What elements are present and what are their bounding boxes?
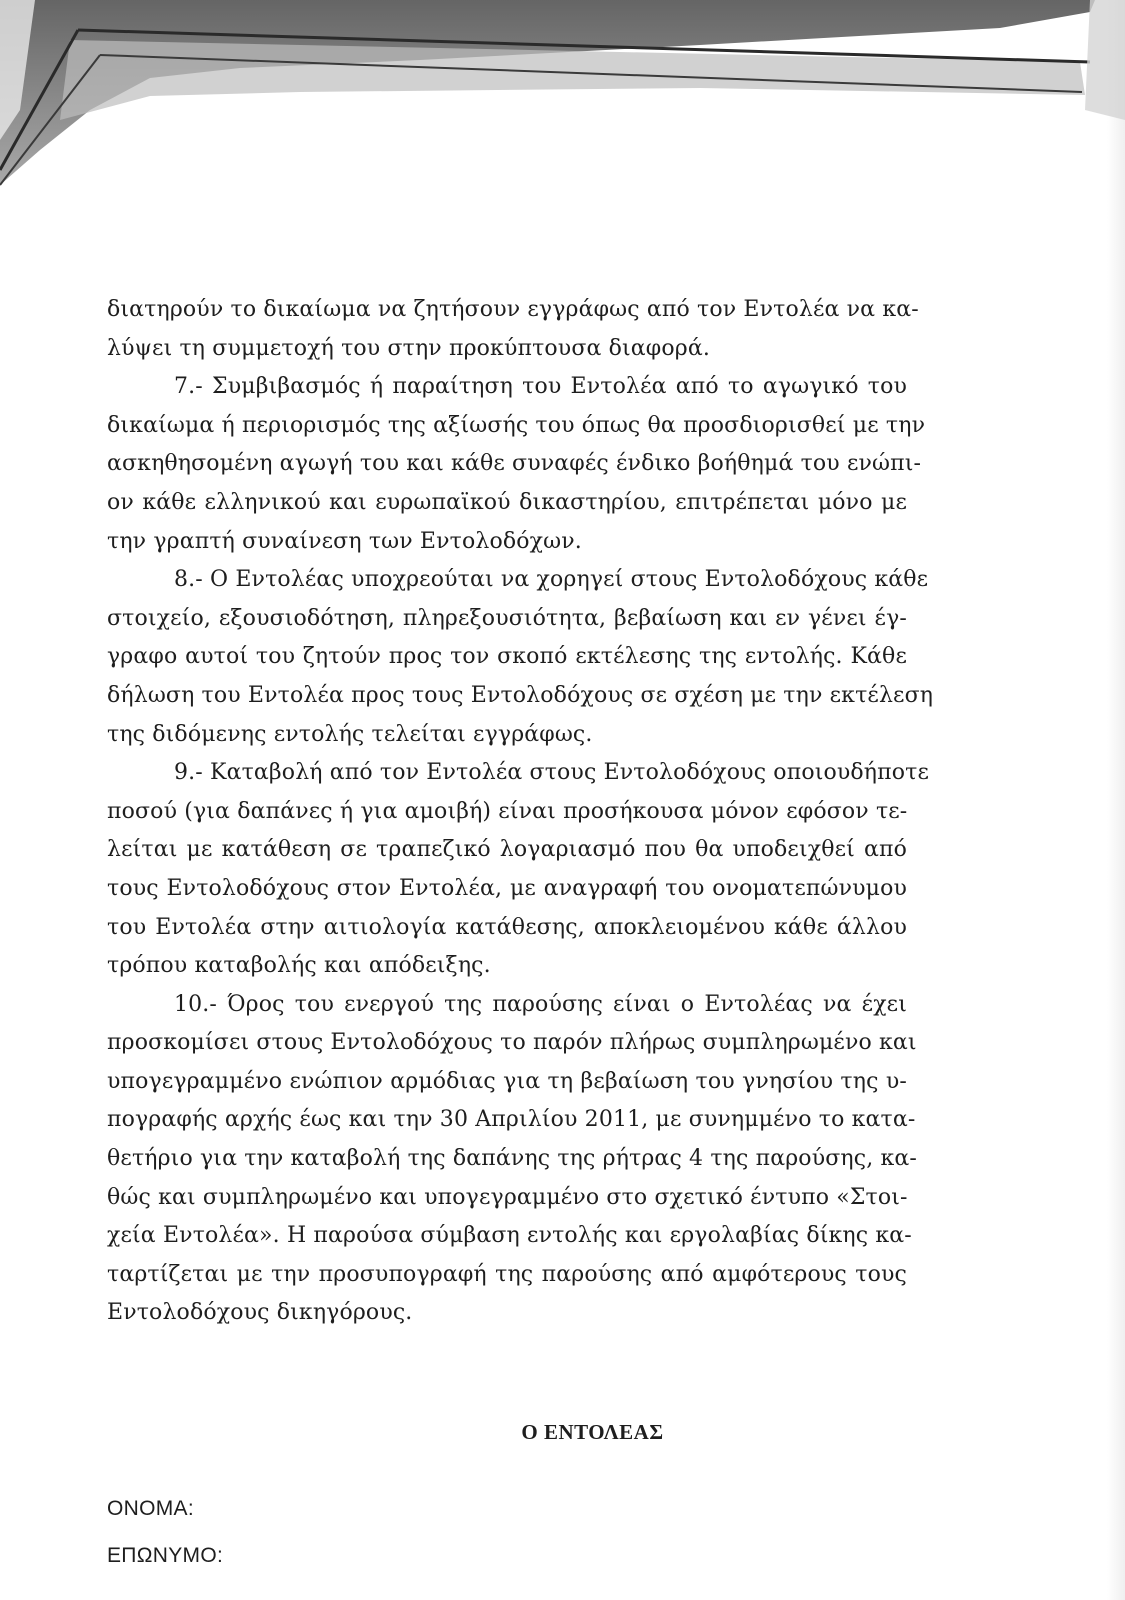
clause-10-start: 10.- Όρος του ενεργού της παρούσης είναι ο Εντολέας να έχει <box>174 991 907 1017</box>
text-line: πογραφής αρχής έως και την 30 Απριλίου 2011, με συνημμένο το κατα- <box>107 1107 916 1133</box>
text-line: στοιχείο, εξουσιοδότηση, πληρεξουσιότητα, βεβαίωση και εν γένει έγ- <box>107 605 907 631</box>
text-line: ον κάθε ελληνικού και ευρωπαϊκού δικαστηρίου, επιτρέπεται μόνο με <box>107 489 907 515</box>
text-line: την γραπτή συναίνεση των Εντολοδόχων. <box>107 528 582 554</box>
text-line: του Εντολέα στην αιτιολογία κατάθεσης, αποκλειομένου κάθε άλλου <box>107 914 907 940</box>
clause-8-start: 8.- Ο Εντολέας υποχρεούται να χορηγεί στους Εντολοδόχους κάθε <box>174 567 929 593</box>
text-line: θώς και συμπληρωμένο και υπογεγραμμένο στο σχετικό έντυπο «Στοι- <box>107 1184 908 1210</box>
text-line: χεία Εντολέα». Η παρούσα σύμβαση εντολής και εργολαβίας δίκης κα- <box>107 1223 912 1249</box>
text-line: ποσού (για δαπάνες ή για αμοιβή) είναι προσήκουσα μόνον εφόσον τε- <box>107 798 908 824</box>
clause-9-start: 9.- Καταβολή από τον Εντολέα στους Εντολοδόχους οποιουδήποτε <box>174 760 930 786</box>
scan-fold-shadow <box>0 0 1125 200</box>
text-line: γραφο αυτοί του ζητούν προς τον σκοπό εκτέλεσης της εντολής. Κάθε <box>107 644 907 670</box>
text-line: τρόπου καταβολής και απόδειξης. <box>107 953 491 979</box>
text-line: υπογεγραμμένο ενώπιον αρμόδιας για τη βεβαίωση του γνησίου της υ- <box>107 1068 907 1094</box>
text-line: ταρτίζεται με την προσυπογραφή της παρούσης από αμφότερους τους <box>107 1261 907 1287</box>
text-line: λύψει τη συμμετοχή του στην προκύπτουσα διαφορά. <box>107 335 710 361</box>
scan-right-edge <box>1107 0 1125 1600</box>
text-line: ασκηθησομένη αγωγή του και κάθε συναφές ένδικο βοήθημά του ενώπι- <box>107 451 922 477</box>
text-line: δικαίωμα ή περιορισμός της αξίωσής του όπως θα προσδιορισθεί με την <box>107 412 926 438</box>
text-line: της διδόμενης εντολής τελείται εγγράφως. <box>107 721 593 747</box>
text-line: Εντολοδόχους δικηγόρους. <box>107 1300 413 1326</box>
clause-7-start: 7.- Συμβιβασμός ή παραίτηση του Εντολέα από το αγωγικό του <box>174 374 907 400</box>
name-label: ΟΝΟΜΑ: <box>107 1497 194 1520</box>
text-line: τους Εντολοδόχους στον Εντολέα, με αναγραφή του ονοματεπώνυμου <box>107 875 907 901</box>
text-line: διατηρούν το δικαίωμα να ζητήσουν εγγράφως από τον Εντολέα να κα- <box>107 297 919 322</box>
signature-heading: Ο ΕΝΤΟΛΕΑΣ <box>521 1420 664 1444</box>
surname-label: ΕΠΩΝΥΜΟ: <box>107 1544 224 1567</box>
text-line: προσκομίσει στους Εντολοδόχους το παρόν πλήρως συμπληρωμένο και <box>107 1030 917 1056</box>
text-line: λείται με κατάθεση σε τραπεζικό λογαριασμό που θα υποδειχθεί από <box>107 837 907 863</box>
document-body <box>107 291 934 1333</box>
text-line: θετήριο για την καταβολή της δαπάνης της ρήτρας 4 της παρούσης, κα- <box>107 1146 917 1172</box>
text-line: δήλωση του Εντολέα προς τους Εντολοδόχους σε σχέση με την εκτέλεση <box>107 682 934 708</box>
